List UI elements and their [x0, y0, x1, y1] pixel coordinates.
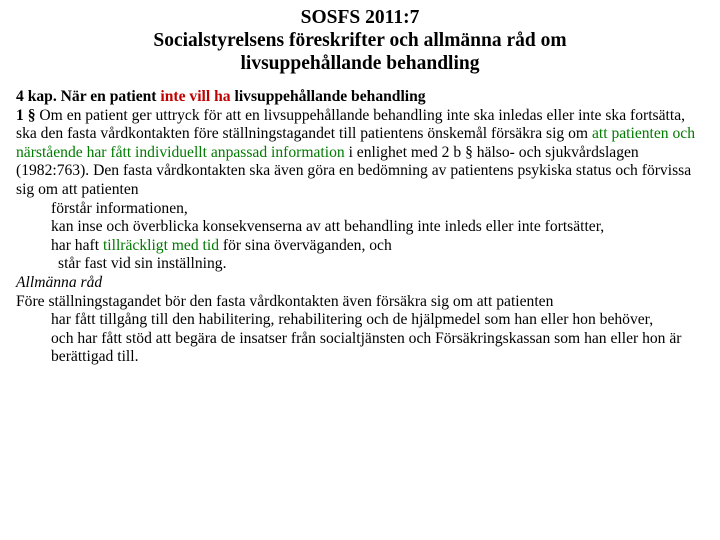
list-item-2: kan inse och överblicka konsekvenserna av att behandling inte inleds eller inte fortsätter,	[51, 218, 605, 236]
list-item-3	[16, 237, 706, 256]
allmanna-rad-intro: Före ställningstagandet bör den fasta vårdkontakten även försäkra sig om att patienten	[16, 292, 554, 310]
slide-title	[0, 6, 720, 75]
paragraph-1-highlight: att patienten och närstående har fått individuellt anpassad information	[16, 125, 696, 161]
section-number: 1 §	[16, 106, 36, 124]
chapter-heading	[16, 88, 706, 107]
heading-prefix: 4 kap. När en patient	[16, 88, 161, 105]
list-item-4: står fast vid sin inställning.	[58, 255, 227, 273]
list-item-3-prefix: har haft	[51, 236, 103, 254]
allmanna-rad-item-1: har fått tillgång till den habilitering, rehabilitering och de hjälpmedel som han eller hon behöver,	[51, 311, 654, 329]
allmanna-rad-label: Allmänna råd	[16, 273, 103, 291]
allmanna-rad-item-2: och har fått stöd att begära de insatser från socialtjänsten och Försäkringskassan som han eller hon är berättigad till.	[51, 329, 682, 366]
title-line-3: livsuppehållande behandling	[240, 53, 480, 74]
list-item-3-suffix: för sina överväganden, och	[219, 236, 392, 254]
paragraph-1-text-a: Om en patient ger uttryck för att en livsuppehållande behandling inte ska inledas eller inte ska fortsätta, ska den fasta vårdkontakten före ställningstagandet till patientens önskemål försäkra sig om	[16, 106, 686, 143]
heading-suffix: livsuppehållande behandling	[230, 88, 426, 105]
paragraph-1	[16, 107, 706, 200]
title-line-1: SOSFS 2011:7	[300, 7, 420, 28]
list-item-3-highlight: tillräckligt med tid	[102, 236, 220, 254]
paragraph-1-text-b: i enlighet med 2 b § hälso- och sjukvårdslagen (1982:763). Den fasta vårdkontakten ska även göra en bedömning av patientens psykiska status och förvissa sig om att patienten	[16, 143, 692, 198]
title-line-2: Socialstyrelsens föreskrifter och allmänna råd om	[153, 30, 567, 51]
slide-body	[16, 88, 706, 367]
heading-highlight: inte vill ha	[160, 88, 231, 105]
list-item-1: förstår informationen,	[51, 199, 188, 217]
